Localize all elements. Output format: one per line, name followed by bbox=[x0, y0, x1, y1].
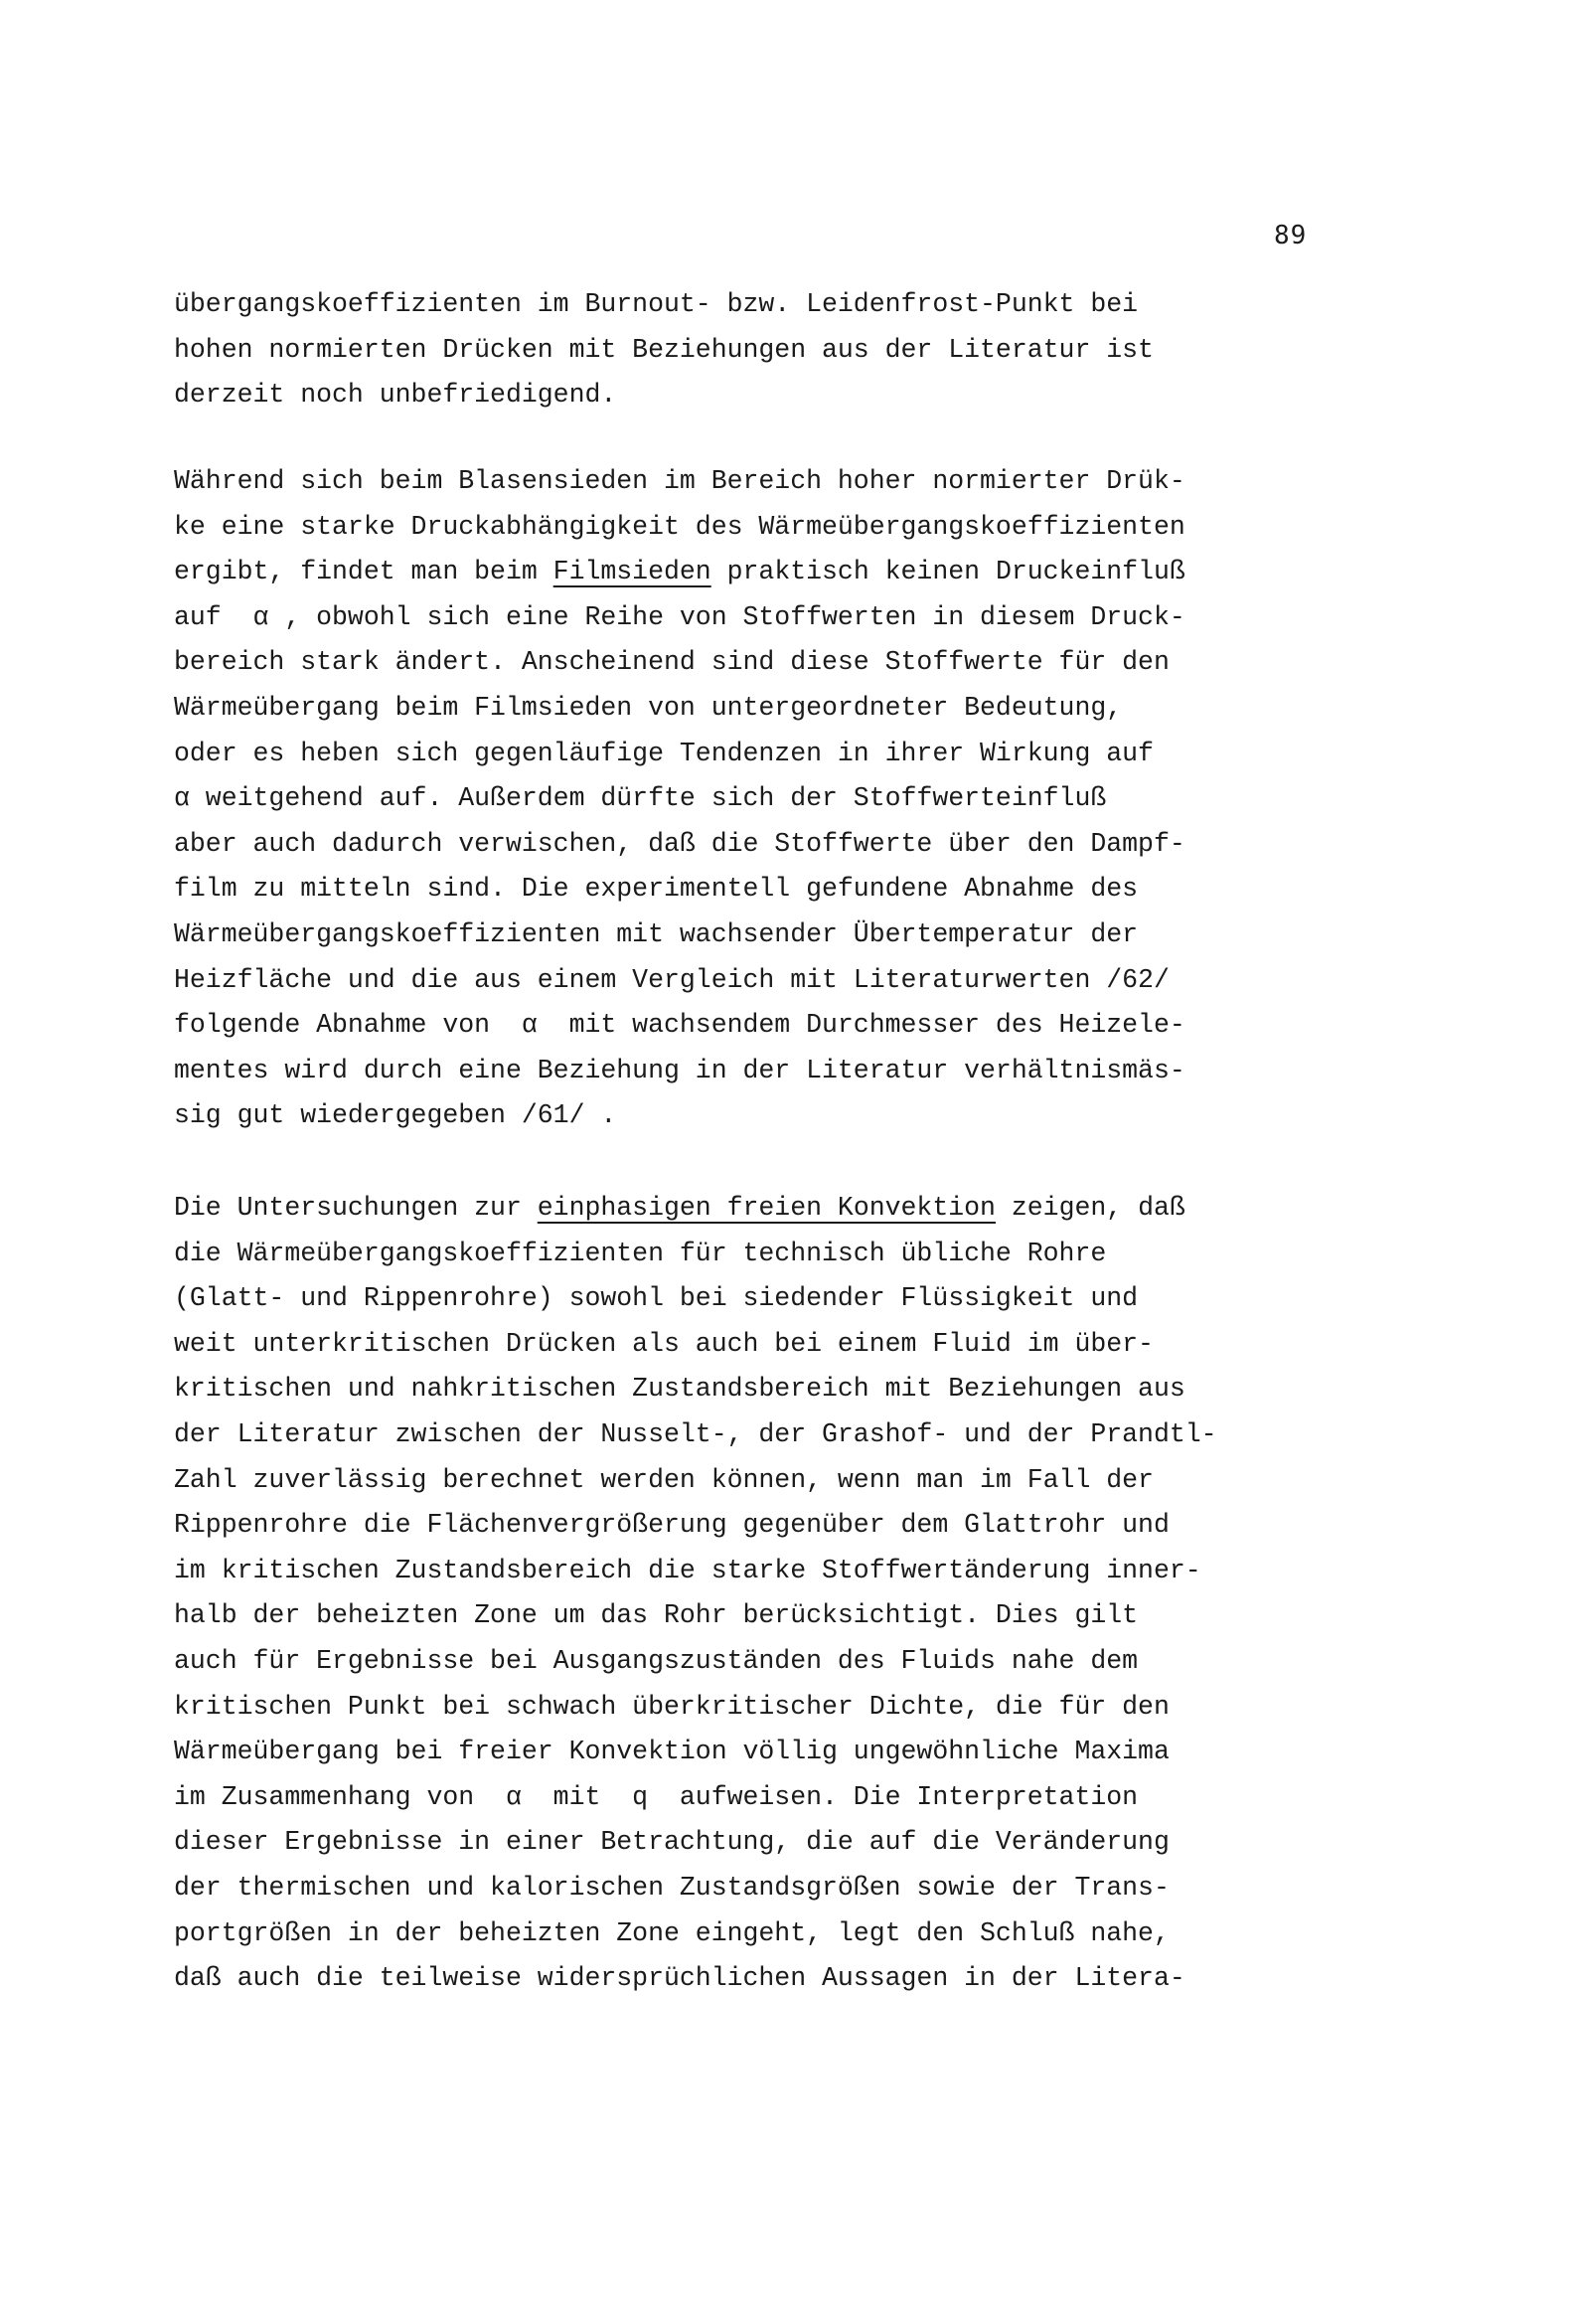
underlined-term: einphasigen freien Konvektion bbox=[537, 1193, 996, 1223]
page-number: 89 bbox=[1274, 221, 1308, 250]
text-line: Wärmeübergang beim Filmsieden von untergeordneter Bedeutung, bbox=[174, 692, 1123, 723]
text-line: Während sich beim Blasensieden im Bereich hoher normierter Drük- bbox=[174, 466, 1185, 496]
text-line: film zu mitteln sind. Die experimentell gefundene Abnahme des bbox=[174, 874, 1139, 905]
text-segment: ergibt, findet man beim bbox=[174, 557, 553, 587]
text-line: im kritischen Zustandsbereich die starke Stoffwertänderung inner- bbox=[174, 1555, 1201, 1585]
text-line: auch für Ergebnisse bei Ausgangszuständen des Fluids nahe dem bbox=[174, 1645, 1139, 1676]
text-line: derzeit noch unbefriedigend. bbox=[174, 380, 617, 411]
text-line: halb der beheizten Zone um das Rohr berücksichtigt. Dies gilt bbox=[174, 1600, 1139, 1631]
text-line: daß auch die teilweise widersprüchlichen Aussagen in der Litera- bbox=[174, 1963, 1185, 1994]
text-line: aber auch dadurch verwischen, daß die Stoffwerte über den Dampf- bbox=[174, 828, 1185, 859]
text-line: Zahl zuverlässig berechnet werden können, wenn man im Fall der bbox=[174, 1464, 1154, 1495]
text-line: übergangskoeffizienten im Burnout- bzw. Leidenfrost-Punkt bei bbox=[174, 289, 1139, 319]
text-line: oder es heben sich gegenläufige Tendenzen in ihrer Wirkung auf bbox=[174, 738, 1154, 768]
text-line: Rippenrohre die Flächenvergrößerung gegenüber dem Glattrohr und bbox=[174, 1510, 1170, 1541]
text-line: folgende Abnahme von α mit wachsendem Durchmesser des Heizele- bbox=[174, 1010, 1185, 1041]
paragraph-2 bbox=[174, 459, 1346, 1139]
text-line: Wärmeübergang bei freier Konvektion völlig ungewöhnliche Maxima bbox=[174, 1737, 1170, 1767]
text-line: Heizfläche und die aus einem Vergleich mit Literaturwerten /62/ bbox=[174, 964, 1170, 995]
text-line: dieser Ergebnisse in einer Betrachtung, die auf die Veränderung bbox=[174, 1827, 1170, 1858]
paragraph-1 bbox=[174, 282, 1346, 418]
underlined-term: Filmsieden bbox=[552, 557, 711, 587]
text-line bbox=[174, 550, 1346, 595]
text-line: hohen normierten Drücken mit Beziehungen aus der Literatur ist bbox=[174, 334, 1154, 365]
text-segment: Die Untersuchungen zur bbox=[174, 1193, 538, 1223]
text-line: α weitgehend auf. Außerdem dürfte sich der Stoffwerteinfluß bbox=[174, 783, 1107, 814]
text-line: weit unterkritischen Drücken als auch bei einem Fluid im über- bbox=[174, 1328, 1154, 1359]
text-line: auf α , obwohl sich eine Reihe von Stoffwerten in diesem Druck- bbox=[174, 601, 1185, 632]
text-line: kritischen Punkt bei schwach überkritischer Dichte, die für den bbox=[174, 1691, 1170, 1722]
text-line: die Wärmeübergangskoeffizienten für technisch übliche Rohre bbox=[174, 1238, 1107, 1268]
text-segment: zeigen, daß bbox=[995, 1193, 1185, 1223]
text-line: kritischen und nahkritischen Zustandsbereich mit Beziehungen aus bbox=[174, 1374, 1185, 1405]
text-line: mentes wird durch eine Beziehung in der Literatur verhältnismäs- bbox=[174, 1055, 1185, 1085]
text-segment: praktisch keinen Druckeinfluß bbox=[710, 557, 1185, 587]
text-line: ke eine starke Druckabhängigkeit des Wärmeübergangskoeffizienten bbox=[174, 511, 1185, 542]
text-line: Wärmeübergangskoeffizienten mit wachsender Übertemperatur der bbox=[174, 918, 1139, 949]
text-line: der thermischen und kalorischen Zustandsgrößen sowie der Trans- bbox=[174, 1872, 1170, 1903]
text-line: (Glatt- und Rippenrohre) sowohl bei siedender Flüssigkeit und bbox=[174, 1283, 1139, 1314]
text-line bbox=[174, 1186, 1346, 1232]
paragraph-3 bbox=[174, 1186, 1346, 2002]
text-line: der Literatur zwischen der Nusselt-, der Grashof- und der Prandtl- bbox=[174, 1418, 1217, 1449]
text-line: portgrößen in der beheizten Zone eingeht, legt den Schluß nahe, bbox=[174, 1917, 1170, 1948]
text-line: bereich stark ändert. Anscheinend sind diese Stoffwerte für den bbox=[174, 647, 1170, 678]
text-line: im Zusammenhang von α mit q aufweisen. Die Interpretation bbox=[174, 1781, 1139, 1812]
text-line: sig gut wiedergegeben /61/ . bbox=[174, 1100, 617, 1131]
